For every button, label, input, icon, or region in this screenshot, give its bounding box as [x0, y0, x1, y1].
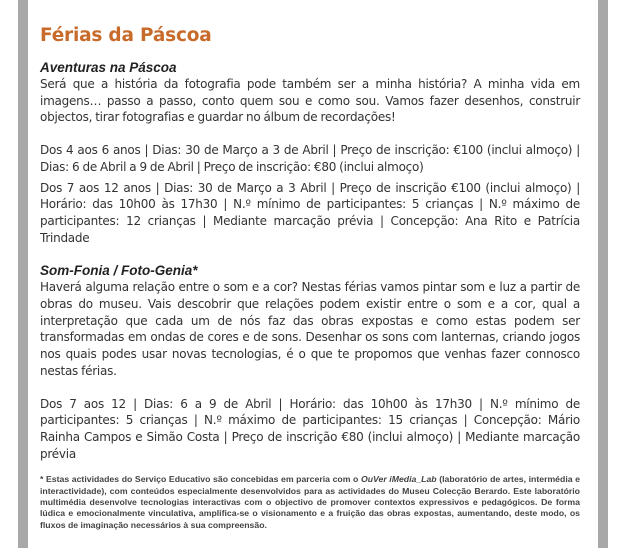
- section-description: Haverá alguma relação entre o som e a cor? Nestas férias vamos pintar som e luz a partir de obras do museu. Vais descobrir que relações podem existir entre o som e a cor, qual a interpretação que cada um de nós faz das obras expostas e como estas podem ser transformadas em ondas de cores e de sons. Desenhar os sons com lanternas, criando jogos nos quais podes usar novas tecnologias, é o que te propomos que venhas fazer connosco nestas férias.: [40, 280, 580, 378]
- section-heading: Som-Fonia / Foto-Genia*: [40, 263, 198, 279]
- page-title: Férias da Páscoa: [40, 25, 212, 46]
- right-border-bar: [598, 0, 608, 548]
- section-description: Será que a história da fotografia pode também ser a minha história? A minha vida em imagens… passo a passo, conto quem sou e como sou. Vamos fazer desenhos, construir objectos, tirar fotografias e guardar no álbum de recordações!: [40, 77, 580, 125]
- section-aventuras: [40, 59, 580, 246]
- section-details: Dos 7 aos 12 anos | Dias: 30 de Março a 3 Abril | Preço de inscrição €100 (inclui almoço) | Horário: das 10h00 às 17h30 | N.º mínimo de participantes: 5 crianças | N.º máximo de participantes: 12 crianças | Mediante marcação prévia | Concepção: Ana Rito e Patrícia Trindade: [40, 180, 580, 245]
- section-details: Dos 4 aos 6 anos | Dias: 30 de Março a 3 de Abril | Preço de inscrição: €100 (inclui almoço) | Dias: 6 de Abril a 9 de Abril | Preço de inscrição: €80 (inclui almoço): [40, 143, 580, 174]
- lab-name: OuVer iMedia_Lab: [360, 474, 437, 485]
- footnote: [40, 474, 580, 530]
- left-border-bar: [18, 0, 28, 548]
- article-content: [40, 24, 580, 540]
- section-heading: Aventuras na Páscoa: [40, 60, 177, 75]
- footnote-text: (laboratório de artes, intermédia e interactividade), com conteúdos especialmente desenvolvidos para as actividades do Museu Colecção Berardo. Este laboratório multimédia desenvolve tecnologias interactivas com o objectivo de promover contextos expressivos e pedagógicos. De forma lúdica e emocionalmente vinculativa, amplifica-se o visionamento e a fruição das obras expostas, aumentando, deste modo, os fluxos de imaginação necessários à sua compreensão.: [40, 474, 580, 530]
- section-details: Dos 7 aos 12 | Dias: 6 a 9 de Abril | Horário: das 10h00 às 17h30 | N.º mínimo de participantes: 5 crianças | N.º máximo de participantes: 15 crianças | Concepção: Mário Rainha Campos e Simão Costa | Preço de inscrição €80 (inclui almoço) | Mediante marcação prévia: [40, 396, 580, 461]
- footnote-text: * Estas actividades do Serviço Educativo são concebidas em parceria com o: [40, 474, 361, 485]
- section-som-fonia: [40, 262, 580, 462]
